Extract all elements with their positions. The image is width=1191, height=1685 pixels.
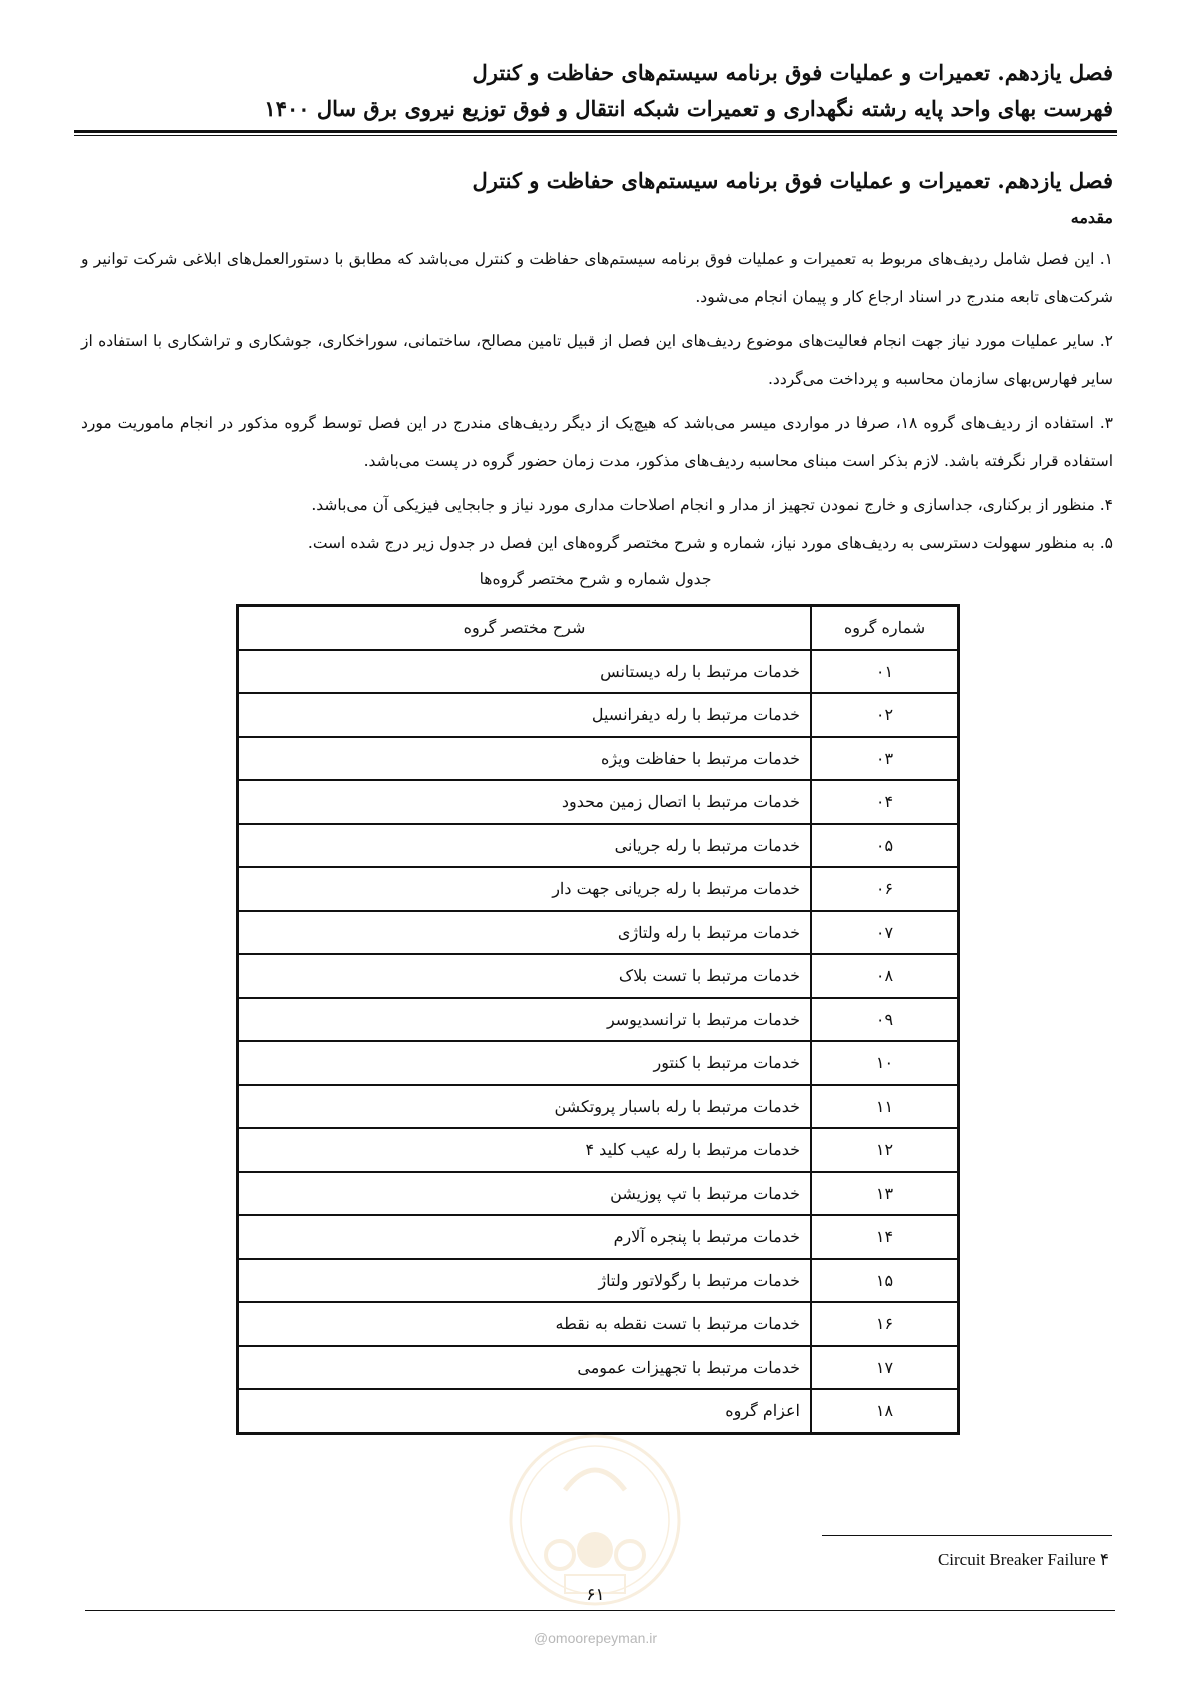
- group-number-cell: ۰۳: [811, 737, 958, 781]
- group-number-cell: ۱۴: [811, 1215, 958, 1259]
- table-row: [238, 693, 958, 737]
- group-description-cell: خدمات مرتبط با حفاظت ویژه: [238, 737, 811, 781]
- group-description-cell: خدمات مرتبط با رله دیستانس: [238, 650, 811, 694]
- groups-table: [236, 604, 960, 1435]
- table-row: [238, 1302, 958, 1346]
- paragraph-1: ۱. این فصل شامل ردیف‌های مربوط به تعمیرات و عملیات فوق برنامه سیستم‌های حفاظت و کنترل می‌باشد که مطابق با دستورالعمل‌های ابلاغی شرکت توانیر و شرکت‌های تابعه مندرج در اسناد ارجاع کار و پیمان انجام می‌شود.: [81, 250, 1113, 306]
- table-row: [238, 998, 958, 1042]
- paragraph-2: ۲. سایر عملیات مورد نیاز جهت انجام فعالیت‌های موضوع ردیف‌های این فصل از قبیل تامین مصالح، ساختمانی، سوراخکاری، جوشکاری و تراشکاری با استفاده از سایر فهارس‌بهای سازمان محاسبه و پرداخت می‌گردد.: [81, 332, 1113, 388]
- group-number-cell: ۱۵: [811, 1259, 958, 1303]
- group-description-cell: خدمات مرتبط با اتصال زمین محدود: [238, 780, 811, 824]
- section-title: فصل یازدهم. تعمیرات و عملیات فوق برنامه سیستم‌های حفاظت و کنترل: [472, 168, 1113, 193]
- watermark-logo-icon: [505, 1430, 685, 1610]
- column-header-number: شماره گروه: [811, 606, 958, 650]
- paragraph-5: ۵. به منظور سهولت دسترسی به ردیف‌های مورد نیاز، شماره و شرح مختصر گروه‌های این فصل در جدول زیر درج شده است.: [307, 534, 1113, 552]
- table-row: [238, 737, 958, 781]
- watermark-site: @omoorepeyman.ir: [533, 1630, 658, 1646]
- group-description-cell: خدمات مرتبط با تپ پوزیشن: [238, 1172, 811, 1216]
- group-number-cell: ۰۵: [811, 824, 958, 868]
- table-caption: جدول شماره و شرح مختصر گروه‌ها: [479, 570, 712, 588]
- table-row: [238, 954, 958, 998]
- table-row: [238, 824, 958, 868]
- group-description-cell: خدمات مرتبط با تست نقطه به نقطه: [238, 1302, 811, 1346]
- table-row: [238, 1085, 958, 1129]
- table-row: [238, 1172, 958, 1216]
- group-number-cell: ۱۶: [811, 1302, 958, 1346]
- group-number-cell: ۱۷: [811, 1346, 958, 1390]
- table-row: [238, 1346, 958, 1390]
- footnote: Circuit Breaker Failure ۴: [937, 1550, 1109, 1569]
- group-description-cell: خدمات مرتبط با رگولاتور ولتاژ: [238, 1259, 811, 1303]
- group-number-cell: ۱۱: [811, 1085, 958, 1129]
- table-row: [238, 1215, 958, 1259]
- table-row: [238, 1041, 958, 1085]
- group-number-cell: ۰۹: [811, 998, 958, 1042]
- table-row: [238, 1389, 958, 1433]
- footnote-rule: [822, 1535, 1112, 1536]
- table-row: [238, 867, 958, 911]
- header-rule-thick: [74, 130, 1117, 133]
- group-number-cell: ۱۰: [811, 1041, 958, 1085]
- group-number-cell: ۰۷: [811, 911, 958, 955]
- table-row: [238, 780, 958, 824]
- running-header-chapter: فصل یازدهم. تعمیرات و عملیات فوق برنامه سیستم‌های حفاظت و کنترل: [472, 60, 1113, 85]
- running-header-catalog: فهرست بهای واحد پایه رشته نگهداری و تعمیرات شبکه انتقال و فوق توزیع نیروی برق سال ۱۴۰۰: [264, 96, 1113, 121]
- paragraph-3: ۳. استفاده از ردیف‌های گروه ۱۸، صرفا در مواردی میسر می‌باشد که هیچ‌یک از دیگر ردیف‌های مندرج در این فصل توسط گروه مذکور در انجام ماموریت مورد استفاده قرار نگرفته باشد. لازم بذکر است مبنای محاسبه ردیف‌های مذکور، مدت زمان حضور گروه در پست می‌باشد.: [81, 414, 1113, 470]
- group-number-cell: ۱۲: [811, 1128, 958, 1172]
- group-number-cell: ۰۱: [811, 650, 958, 694]
- group-description-cell: اعزام گروه: [238, 1389, 811, 1433]
- group-description-cell: خدمات مرتبط با رله دیفرانسیل: [238, 693, 811, 737]
- group-number-cell: ۰۸: [811, 954, 958, 998]
- group-description-cell: خدمات مرتبط با رله ولتاژی: [238, 911, 811, 955]
- group-number-cell: ۰۶: [811, 867, 958, 911]
- group-number-cell: ۰۴: [811, 780, 958, 824]
- table-row: [238, 911, 958, 955]
- group-description-cell: خدمات مرتبط با رله جریانی: [238, 824, 811, 868]
- group-description-cell: خدمات مرتبط با تجهیزات عمومی: [238, 1346, 811, 1390]
- table-row: [238, 1259, 958, 1303]
- group-description-cell: خدمات مرتبط با رله باسبار پروتکشن: [238, 1085, 811, 1129]
- table-row: [238, 650, 958, 694]
- header-rule-thin: [74, 135, 1117, 136]
- group-description-cell: خدمات مرتبط با پنجره آلارم: [238, 1215, 811, 1259]
- section-subtitle: مقدمه: [1070, 208, 1113, 227]
- group-description-cell: خدمات مرتبط با ترانسدیوسر: [238, 998, 811, 1042]
- group-description-cell: خدمات مرتبط با کنتور: [238, 1041, 811, 1085]
- footer-rule: [85, 1610, 1115, 1611]
- paragraph-4: ۴. منظور از برکناری، جداسازی و خارج نمودن تجهیز از مدار و انجام اصلاحات مداری مورد نیاز و جابجایی فیزیکی آن می‌باشد.: [311, 496, 1113, 514]
- group-number-cell: ۱۸: [811, 1389, 958, 1433]
- group-description-cell: خدمات مرتبط با رله عیب کلید ۴: [238, 1128, 811, 1172]
- table-header-row: [238, 606, 958, 650]
- column-header-description: شرح مختصر گروه: [238, 606, 811, 650]
- group-description-cell: خدمات مرتبط با رله جریانی جهت دار: [238, 867, 811, 911]
- page-number: ۶۱: [586, 1585, 605, 1605]
- group-number-cell: ۰۲: [811, 693, 958, 737]
- group-description-cell: خدمات مرتبط با تست بلاک: [238, 954, 811, 998]
- table-row: [238, 1128, 958, 1172]
- group-number-cell: ۱۳: [811, 1172, 958, 1216]
